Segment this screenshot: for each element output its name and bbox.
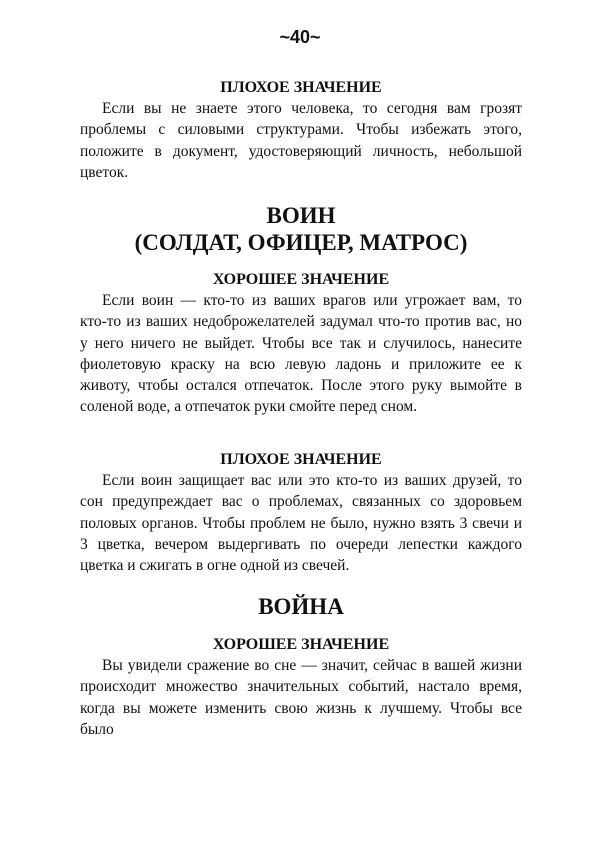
- section-heading: ПЛОХОЕ ЗНАЧЕНИЕ: [220, 79, 382, 96]
- text-line: животу, чтобы остался отпечаток. После этого руку вымойте в: [80, 377, 522, 395]
- entry-title: ВОЙНА: [258, 594, 344, 619]
- text-line: у него ничего не выйдет. Чтобы все так и случилось, нанесите: [80, 334, 522, 352]
- text-line: положите в документ, удостоверяющий личность, небольшой: [80, 142, 522, 160]
- text-line: фиолетовую краску на всю левую ладонь и приложите ее к: [80, 355, 522, 373]
- text-line: проблемы с силовыми структурами. Чтобы избежать этого,: [80, 121, 522, 139]
- text-line: Если вы не знаете этого человека, то сегодня вам грозят: [102, 100, 522, 117]
- paragraph: [80, 290, 522, 418]
- section-bad-meaning-warrior: [80, 450, 522, 576]
- section-good-meaning-warrior: [80, 270, 522, 418]
- section-heading: ПЛОХОЕ ЗНАЧЕНИЕ: [220, 451, 382, 468]
- text-line: Вы увидели сражение во сне — значит, сейчас в вашей жизни: [102, 657, 522, 674]
- entry-war: [80, 593, 522, 620]
- entry-subtitle: (СОЛДАТ, ОФИЦЕР, МАТРОС): [134, 230, 468, 255]
- text-line: цветок.: [80, 163, 129, 181]
- section-bad-meaning-1: [80, 78, 522, 183]
- text-line: цветка и сжигать в огне одной из свечей.: [80, 557, 350, 575]
- section-heading: ХОРОШЕЕ ЗНАЧЕНИЕ: [212, 271, 390, 288]
- text-line: 3 цветка, вечером выдергивать по очереди лепестки каждого: [80, 535, 522, 553]
- page-number: ~40~: [279, 27, 321, 47]
- text-line: кто-то из ваших недоброжелателей задумал что-то против вас, но: [80, 313, 522, 331]
- entry-title: ВОИН: [266, 203, 336, 228]
- text-line: было: [80, 720, 114, 738]
- text-line: Если воин — кто-то из ваших врагов или угрожает вам, то: [102, 292, 522, 309]
- text-line: когда вы можете изменить свою жизнь к лучшему. Чтобы все: [80, 699, 522, 717]
- text-line: сон предупреждает вас о проблемах, связанных со здоровьем: [80, 493, 522, 511]
- section-heading: ХОРОШЕЕ ЗНАЧЕНИЕ: [212, 636, 390, 653]
- text-line: соленой воде, а отпечаток руки смойте перед сном.: [80, 398, 418, 416]
- text-line: происходит множество значительных событий, настало время,: [80, 678, 522, 696]
- paragraph: [80, 98, 522, 183]
- paragraph: [80, 470, 522, 576]
- entry-warrior: [80, 202, 522, 256]
- text-line: половых органов. Чтобы проблем не было, нужно взять 3 свечи и: [80, 514, 522, 532]
- paragraph: [80, 655, 522, 740]
- section-good-meaning-war: [80, 635, 522, 740]
- text-line: Если воин защищает вас или это кто-то из ваших друзей, то: [102, 472, 522, 489]
